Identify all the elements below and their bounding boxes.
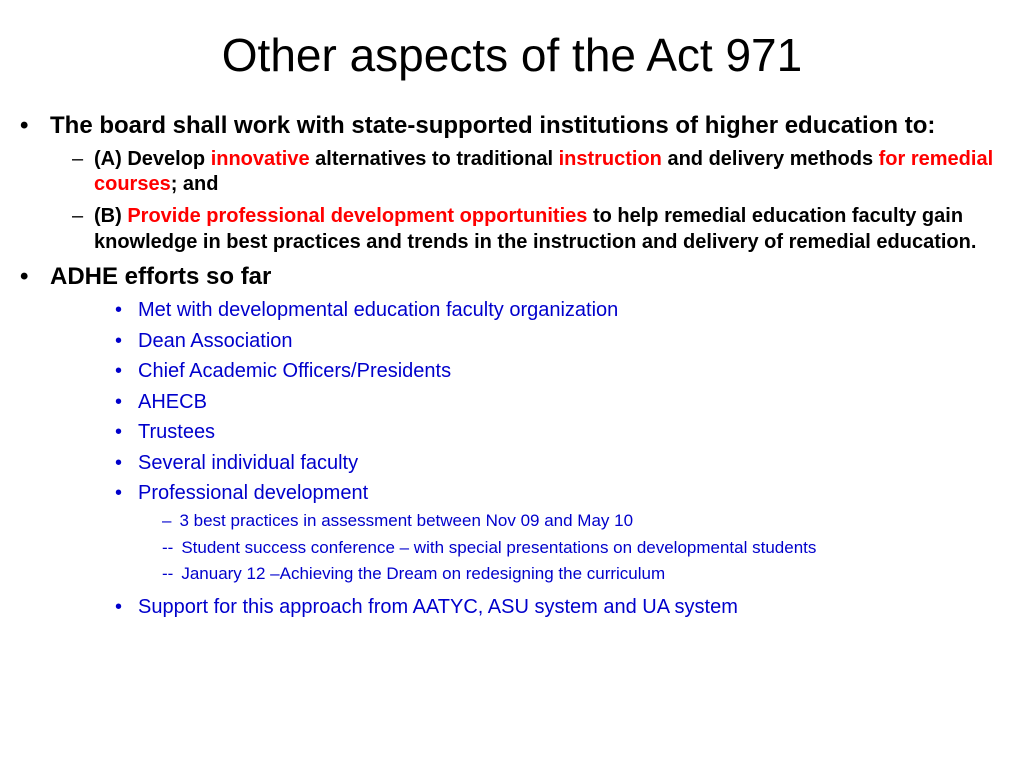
highlight-innovative: innovative: [210, 147, 310, 170]
bullet-marker: •: [115, 390, 123, 413]
bullet-marker: •: [115, 482, 123, 505]
text-part: alternatives to traditional: [309, 147, 559, 170]
bullet-marker: •: [115, 329, 123, 352]
pd-subitem-text: January 12 –Achieving the Dream on redesigning the curriculum: [181, 564, 666, 584]
effort-text: Met with developmental education faculty organization: [138, 299, 619, 322]
text-part: ; and: [170, 173, 219, 196]
effort-text: Support for this approach from AATYC, ASU system and UA system: [138, 595, 738, 618]
bullet-marker: •: [115, 595, 123, 618]
text-part: (B): [94, 204, 128, 227]
effort-item: [115, 390, 1010, 414]
pd-subitem-text: Student success conference – with special presentations on developmental students: [181, 537, 817, 557]
slide-title: Other aspects of the Act 971: [221, 29, 803, 81]
pd-subitem: [162, 538, 1010, 558]
bullet-marker: •: [115, 451, 123, 474]
highlight-remedial-courses: for remedial courses: [94, 147, 994, 196]
effort-item: [115, 451, 1010, 475]
bullet-marker: •: [115, 360, 123, 383]
pd-subitem-text: 3 best practices in assessment between Nov 09 and May 10: [179, 511, 634, 531]
dash-marker: --: [162, 564, 174, 584]
bullet-marker: •: [115, 299, 123, 322]
bullet-text: The board shall work with state-supported institutions of higher education to:: [50, 112, 936, 139]
sub-item-b: [72, 204, 1010, 255]
highlight-professional-development: Provide professional development opportunities: [127, 204, 588, 227]
effort-item: [115, 420, 1010, 444]
effort-text: Dean Association: [138, 329, 293, 352]
slide-body: [20, 112, 1010, 619]
dash-marker: –: [72, 204, 84, 227]
dash-marker: –: [72, 147, 84, 170]
bullet-marker: •: [20, 263, 29, 291]
highlight-instruction: instruction: [558, 147, 662, 170]
dash-marker: --: [162, 537, 174, 557]
text-part: to help remedial education faculty gain knowledge in best practices and trends in the instruction and delivery of remedial education.: [94, 204, 977, 253]
effort-item: [115, 595, 1010, 619]
effort-item: [115, 329, 1010, 353]
bullet-marker: •: [20, 112, 29, 139]
dash-marker: –: [162, 511, 172, 531]
bullet-text: ADHE efforts so far: [50, 263, 272, 291]
effort-text: AHECB: [138, 390, 207, 413]
bullet-marker: •: [115, 421, 123, 444]
effort-item: [115, 359, 1010, 383]
effort-item: [115, 481, 1010, 505]
effort-text: Professional development: [138, 482, 369, 505]
bullet-adhe-efforts: [20, 263, 1010, 292]
bullet-board-work: [20, 112, 1010, 141]
effort-text: Several individual faculty: [138, 451, 359, 474]
sub-item-a: [72, 147, 1010, 198]
pd-subitem: [162, 511, 1010, 531]
effort-item: [115, 298, 1010, 322]
text-part: and delivery methods: [661, 147, 879, 170]
effort-text: Trustees: [138, 421, 216, 444]
pd-subitem: [162, 564, 1010, 584]
effort-text: Chief Academic Officers/Presidents: [138, 360, 452, 383]
text-part: (A) Develop: [94, 147, 211, 170]
